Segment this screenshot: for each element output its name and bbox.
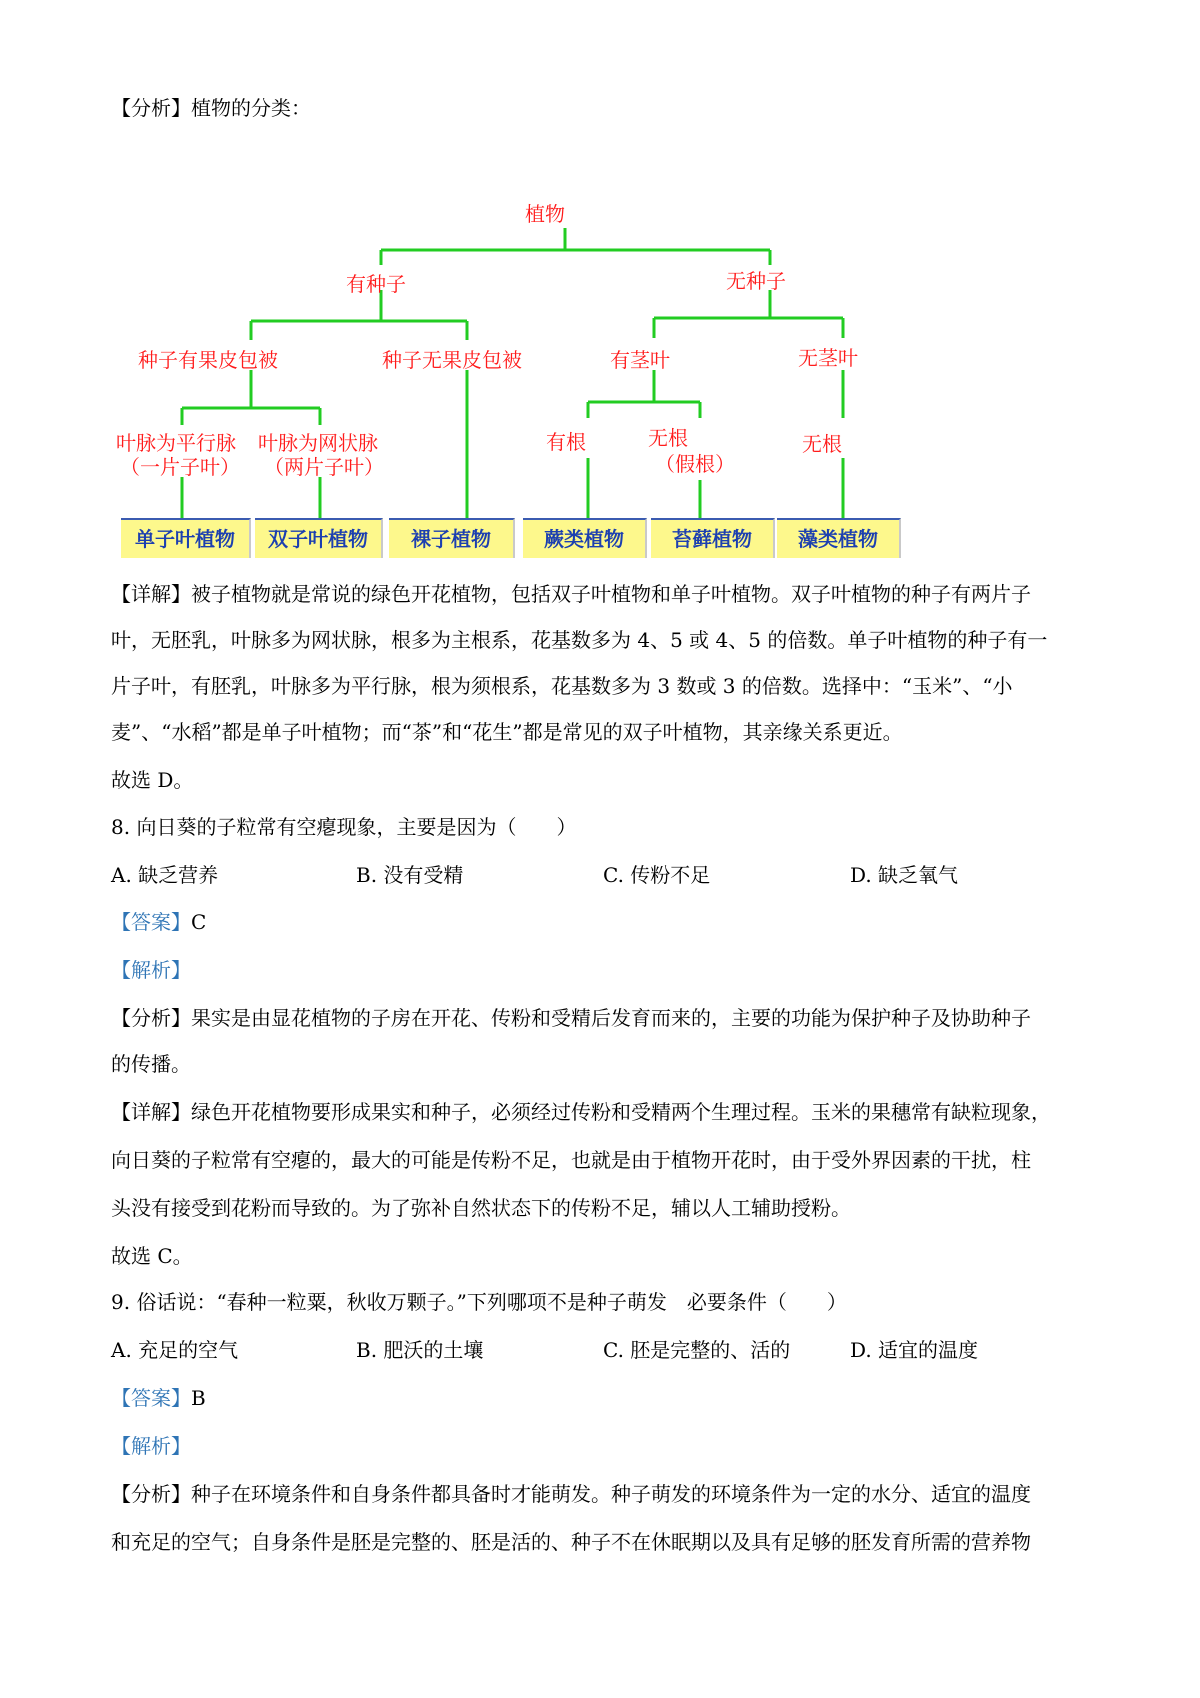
q8-option-a: A. 缺乏营养 — [111, 863, 219, 887]
answer-tag: 【答案】 — [111, 1386, 191, 1410]
q9-option-b: B. 肥沃的土壤 — [356, 1338, 484, 1362]
tree-without-seed-label: 无种子 — [726, 269, 786, 293]
q8-option-c: C. 传粉不足 — [603, 863, 711, 887]
q9-option-a: A. 充足的空气 — [111, 1338, 239, 1362]
detail-line: 片子叶，有胚乳，叶脉多为平行脉，根为须根系，花基数多为 3 数或 3 的倍数。选择中：“玉米”、“小 — [111, 674, 1013, 698]
q9-option-d: D. 适宜的温度 — [850, 1338, 979, 1362]
tree-net-veins-label: 叶脉为网状脉 — [258, 431, 378, 455]
q9-answer — [111, 1386, 206, 1410]
analysis-intro: 【分析】植物的分类： — [111, 96, 311, 120]
tree-no-root-right-label: 无根 — [802, 432, 842, 456]
tree-has-root-label: 有根 — [546, 430, 586, 454]
tree-no-root-mid-label: 无根 — [648, 426, 688, 450]
q8-option-d: D. 缺乏氧气 — [850, 863, 959, 887]
analysis-line: 的传播。 — [111, 1052, 191, 1076]
plant-classification-diagram — [0, 0, 1200, 600]
detail-line: 麦”、“水稻”都是单子叶植物；而“茶”和“花生”都是常见的双子叶植物，其亲缘关系更近。 — [111, 720, 903, 744]
detail-line: 向日葵的子粒常有空瘪的，最大的可能是传粉不足，也就是由于植物开花时，由于受外界因素的干扰，柱 — [111, 1148, 1031, 1172]
answer-tag: 【答案】 — [111, 910, 191, 934]
tree-false-root-label: （假根） — [655, 452, 735, 476]
answer-value: C — [191, 910, 207, 934]
leaf-algae: 藻类植物 — [777, 518, 901, 558]
question-9: 9. 俗话说：“春种一粒粟，秋收万颗子。”下列哪项不是种子萌发 必要条件（ ） — [111, 1290, 847, 1314]
leaf-dicot: 双子叶植物 — [255, 518, 383, 558]
leaf-fern: 蕨类植物 — [523, 518, 647, 558]
tree-two-cotyledons-label: （两片子叶） — [264, 455, 384, 479]
detail-line: 【详解】被子植物就是常说的绿色开花植物，包括双子叶植物和单子叶植物。双子叶植物的种子有两片子 — [111, 582, 1031, 606]
analysis-line: 和充足的空气；自身条件是胚是完整的、胚是活的、种子不在休眠期以及具有足够的胚发育所需的营养物 — [111, 1530, 1031, 1554]
analysis-line: 【分析】种子在环境条件和自身条件都具备时才能萌发。种子萌发的环境条件为一定的水分、适宜的温度 — [111, 1482, 1031, 1506]
leaf-monocot: 单子叶植物 — [121, 518, 251, 558]
detail-line: 叶，无胚乳，叶脉多为网状脉，根多为主根系，花基数多为 4、5 或 4、5 的倍数。单子叶植物的种子有一 — [111, 628, 1048, 652]
leaf-moss: 苔藓植物 — [651, 518, 775, 558]
tree-root-label: 植物 — [525, 202, 565, 226]
q9-option-c: C. 胚是完整的、活的 — [603, 1338, 791, 1362]
choice-line: 故选 D。 — [111, 768, 194, 792]
q9-explain-tag: 【解析】 — [111, 1434, 191, 1458]
tree-with-pericarp-label: 种子有果皮包被 — [138, 348, 278, 372]
q8-answer — [111, 910, 206, 934]
leaf-gymnosperm: 裸子植物 — [389, 518, 515, 558]
q8-option-b: B. 没有受精 — [356, 863, 464, 887]
answer-value: B — [191, 1386, 206, 1410]
detail-line: 头没有接受到花粉而导致的。为了弥补自然状态下的传粉不足，辅以人工辅助授粉。 — [111, 1196, 851, 1220]
detail-line: 【详解】绿色开花植物要形成果实和种子，必须经过传粉和受精两个生理过程。玉米的果穗常有缺粒现象， — [111, 1100, 1051, 1124]
choice-line: 故选 C。 — [111, 1244, 193, 1268]
tree-without-pericarp-label: 种子无果皮包被 — [382, 348, 522, 372]
question-8: 8. 向日葵的子粒常有空瘪现象，主要是因为（ ） — [111, 815, 577, 839]
tree-without-stem-leaf-label: 无茎叶 — [798, 346, 858, 370]
analysis-line: 【分析】果实是由显花植物的子房在开花、传粉和受精后发育而来的，主要的功能为保护种子及协助种子 — [111, 1006, 1031, 1030]
tree-parallel-veins-label: 叶脉为平行脉 — [116, 431, 236, 455]
tree-with-stem-leaf-label: 有茎叶 — [610, 348, 670, 372]
tree-with-seed-label: 有种子 — [346, 272, 406, 296]
q8-explain-tag: 【解析】 — [111, 958, 191, 982]
tree-one-cotyledon-label: （一片子叶） — [120, 455, 240, 479]
